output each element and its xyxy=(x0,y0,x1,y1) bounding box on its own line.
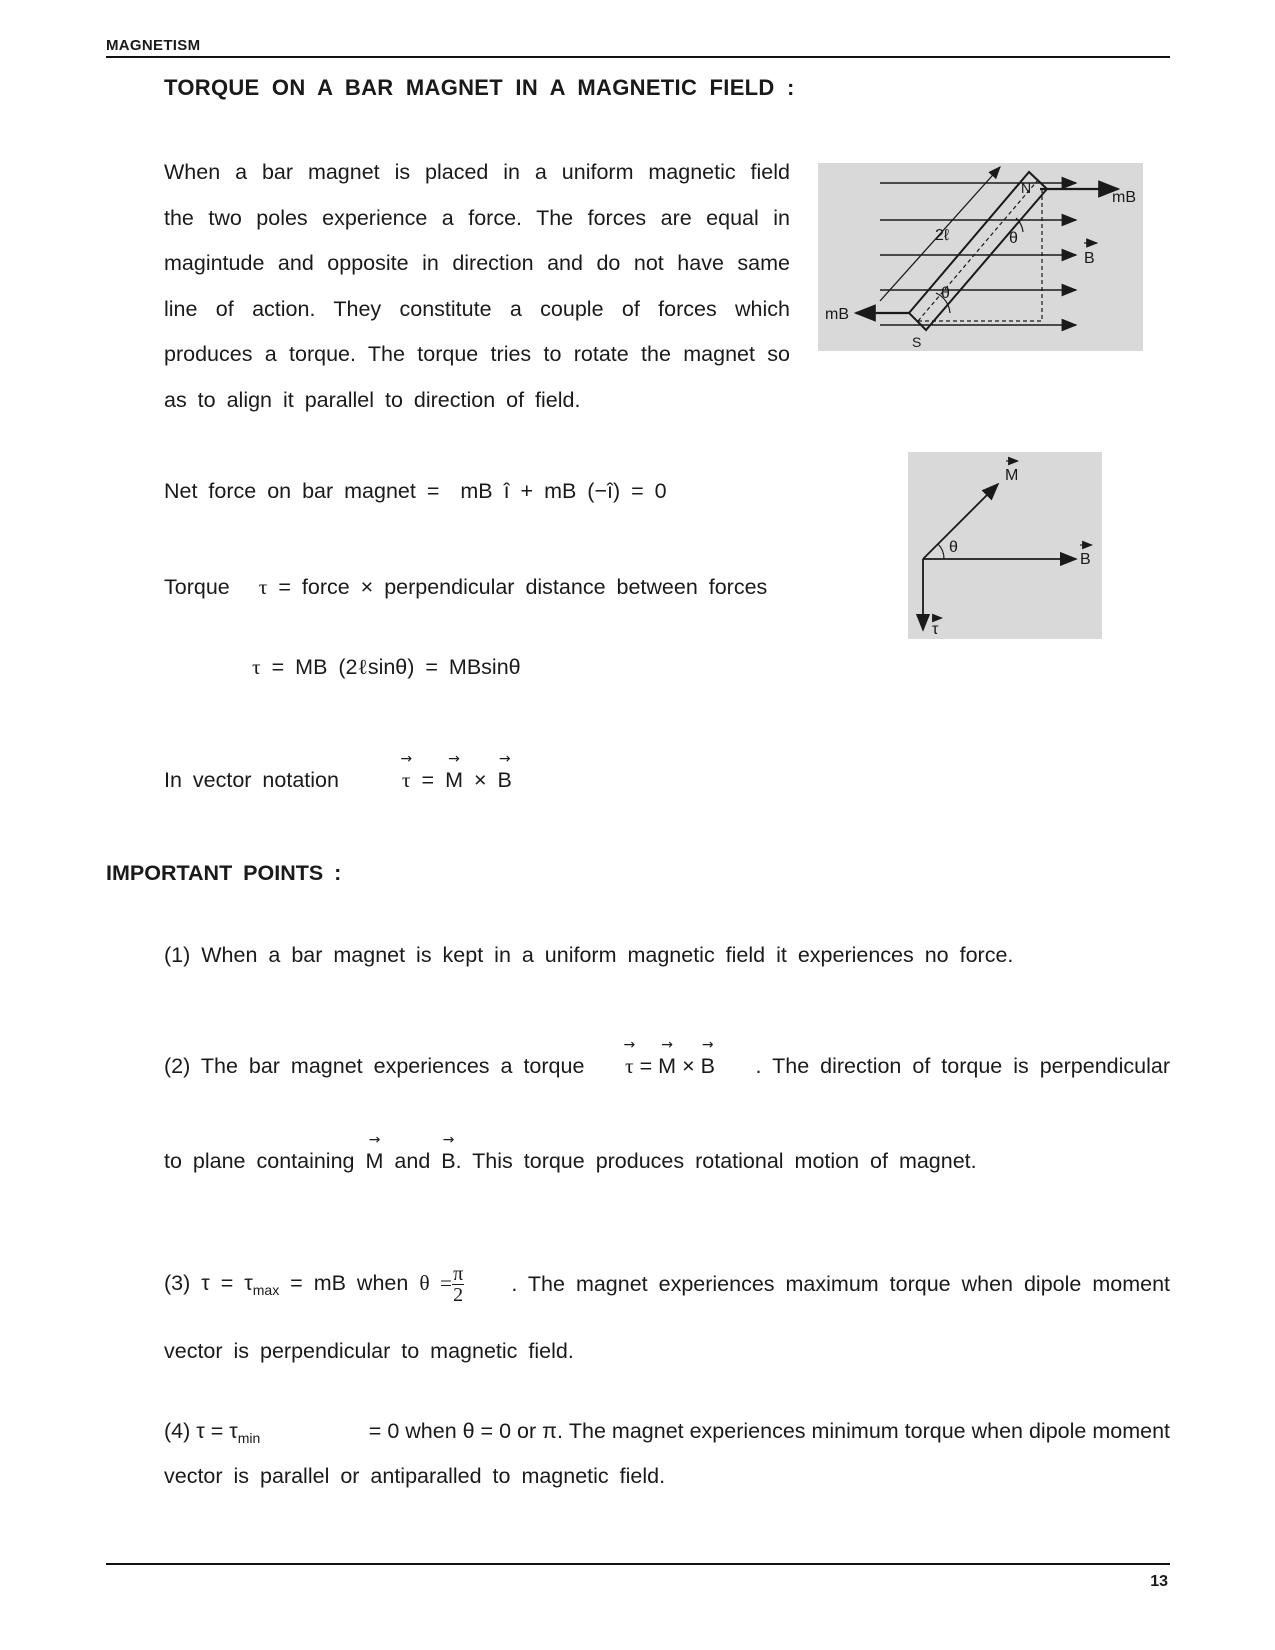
torque-vector-figure xyxy=(908,452,1102,639)
page-number: 13 xyxy=(1150,1573,1168,1590)
bar-magnet-figure xyxy=(818,163,1143,351)
point-1: (1) When a bar magnet is kept in a uniform magnetic field it experiences no force. xyxy=(164,943,1014,967)
vector-notation-label: In vector notation xyxy=(164,768,339,792)
intro-paragraph: When a bar magnet is placed in a uniform magnetic field the two poles experience a force. The forces are equal in magintude and opposite in direction and do not have same line of action. They constitute a couple of forces which produces a torque. The torque tries to rotate the magnet so as to align it parallel to direction of field. xyxy=(164,160,790,412)
south-label: S xyxy=(912,334,922,350)
net-force-label: Net force on bar magnet = xyxy=(164,479,440,503)
torque-label: Torque xyxy=(164,575,230,599)
theta-label-bottom: θ xyxy=(941,285,950,302)
point-3-line-1: (3) $\tau = \tau_{max}$ = mB when θ = $\frac{\pi}{2}$ . The magnet experiences maximum torque when dipole moment xyxy=(164,1263,1170,1306)
point-3-line-2: vector is perpendicular to magnetic field. xyxy=(164,1339,574,1363)
torque-symbol: τ xyxy=(258,575,268,599)
length-label: 2ℓ xyxy=(935,227,950,244)
important-heading: IMPORTANT POINTS : xyxy=(106,861,342,885)
theta-label: θ xyxy=(949,539,958,556)
force-label-right: mB xyxy=(1112,189,1136,206)
north-label: N xyxy=(1021,180,1032,196)
running-header: MAGNETISM xyxy=(106,37,201,54)
section-title: TORQUE ON A BAR MAGNET IN A MAGNETIC FIELD : xyxy=(164,75,795,100)
vector-notation-line xyxy=(164,768,512,793)
torque-label: τ xyxy=(932,621,939,638)
torque-definition xyxy=(164,575,767,600)
footer-rule xyxy=(106,1563,1170,1565)
point-4-line-2: vector is parallel or antiparalled to magnetic field. xyxy=(164,1464,666,1488)
point-4-line-1: (4) $\tau = \tau_{min}$ = 0 when θ = 0 or π. The magnet experiences minimum torque when dipole moment xyxy=(164,1419,1170,1446)
torque-rhs: = force × perpendicular distance between forces xyxy=(278,575,768,599)
vector-notation-expr: → τ = → M × → B xyxy=(402,768,512,792)
field-label: B xyxy=(1080,551,1091,568)
net-force-line xyxy=(164,479,667,504)
force-label-left: mB xyxy=(825,306,849,323)
point-2-line-1: (2) The bar magnet experiences a torque → τ = → M × → B . The direction of torque is perpendicular xyxy=(164,1054,1170,1079)
torque-equation: τ = MB (2ℓsinθ) = MBsinθ xyxy=(252,655,521,679)
theta-label-top: θ xyxy=(1009,230,1018,247)
field-label: B xyxy=(1084,250,1095,267)
point-2-line-2: to plane containing → M and → B. This torque produces rotational motion of magnet. xyxy=(164,1149,977,1174)
header-rule xyxy=(106,56,1170,58)
moment-label: M xyxy=(1005,467,1019,484)
net-force-expr: mB î + mB (−î) = 0 xyxy=(460,479,667,503)
